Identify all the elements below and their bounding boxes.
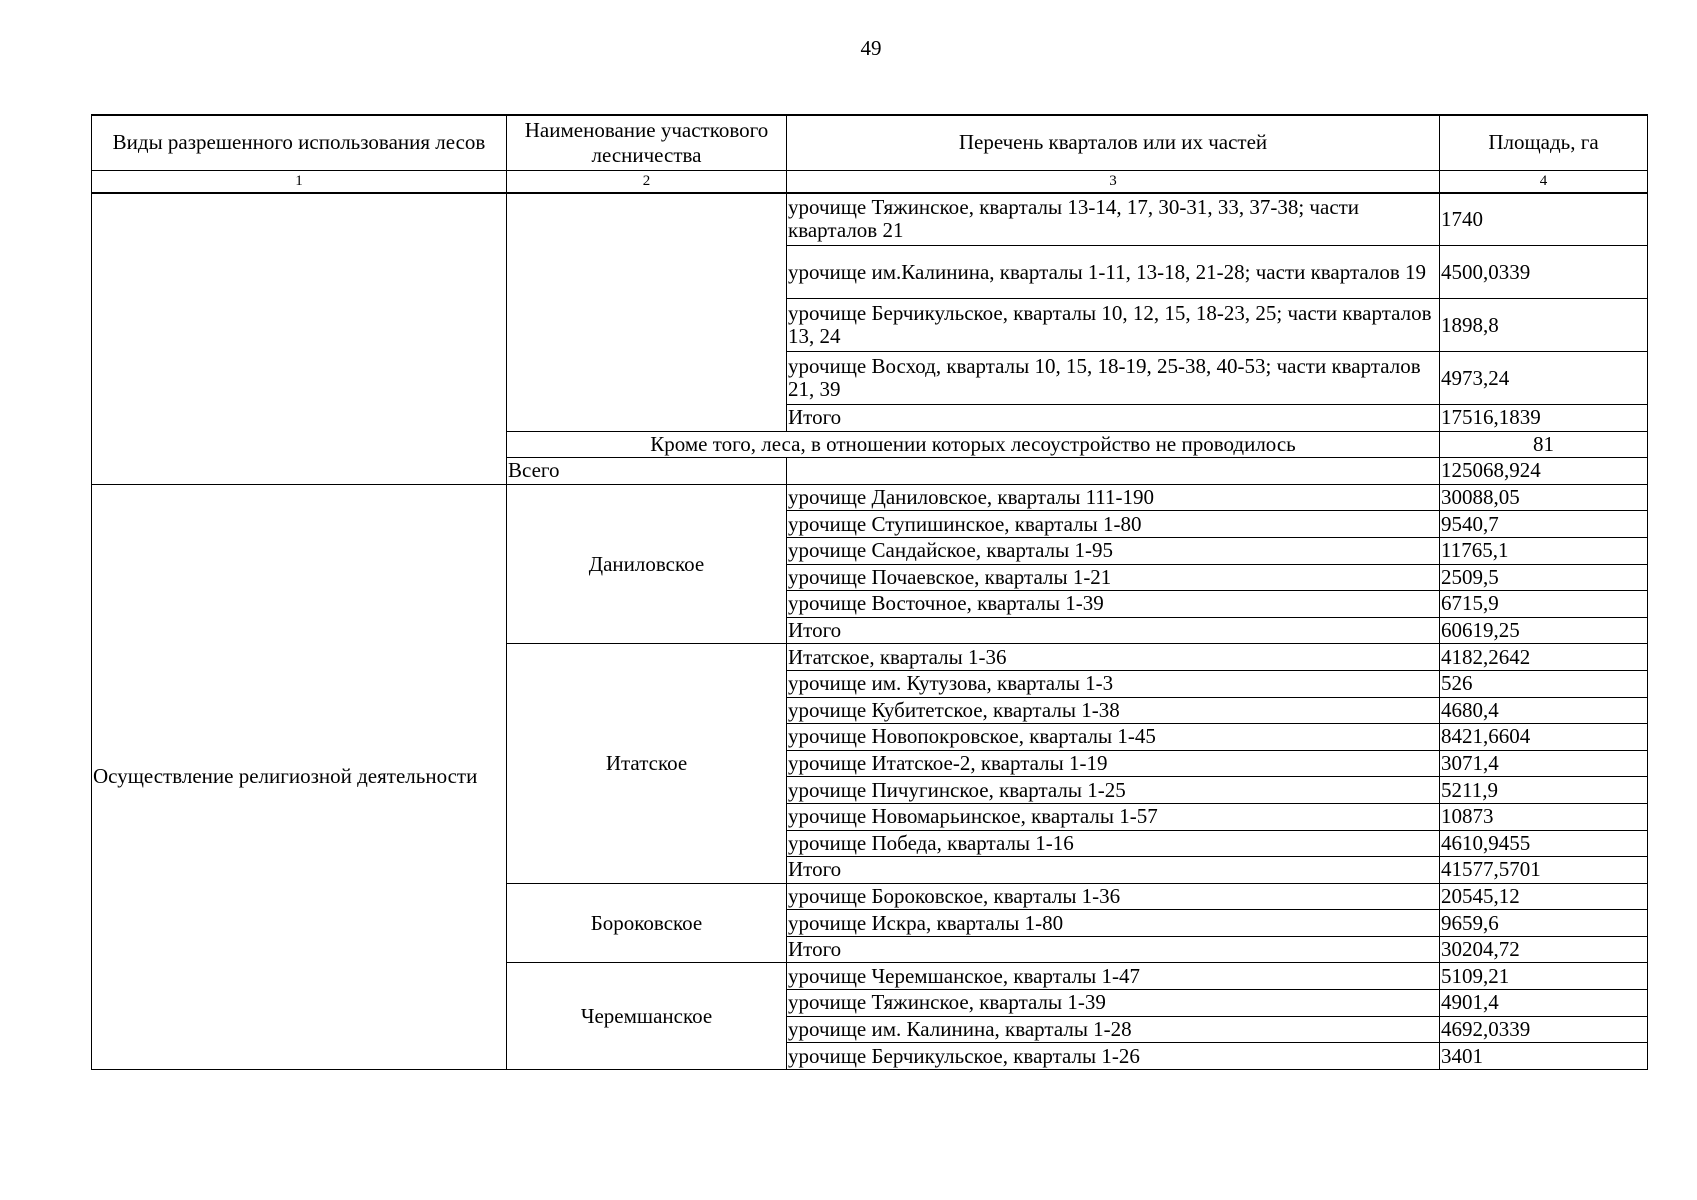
table-row bbox=[92, 193, 1648, 246]
area-cell: 4182,2642 bbox=[1440, 644, 1648, 671]
area-cell: 10873 bbox=[1440, 803, 1648, 830]
header-area: Площадь, га bbox=[1440, 115, 1648, 170]
area-cell: 6715,9 bbox=[1440, 591, 1648, 618]
quarters-cell: урочище Даниловское, кварталы 111-190 bbox=[787, 484, 1440, 511]
area-cell: 9659,6 bbox=[1440, 910, 1648, 937]
forestry-cell: Черемшанское bbox=[507, 963, 787, 1069]
area-cell: 4973,24 bbox=[1440, 352, 1648, 405]
quarters-cell: урочище им. Кутузова, кварталы 1-3 bbox=[787, 670, 1440, 697]
area-cell: 4680,4 bbox=[1440, 697, 1648, 724]
area-cell: 2509,5 bbox=[1440, 564, 1648, 591]
usage-cell: Осуществление религиозной деятельности bbox=[92, 484, 507, 1069]
area-cell: 8421,6604 bbox=[1440, 724, 1648, 751]
header-quarters: Перечень кварталов или их частей bbox=[787, 115, 1440, 170]
subtotal-label: Итого bbox=[787, 617, 1440, 644]
header-forestry: Наименование участкового лесничества bbox=[507, 115, 787, 170]
besides-label: Кроме того, леса, в отношении которых лесоустройство не проводилось bbox=[507, 431, 1440, 458]
subtotal-value: 17516,1839 bbox=[1440, 405, 1648, 432]
subtotal-value: 60619,25 bbox=[1440, 617, 1648, 644]
forestry-cell: Бороковское bbox=[507, 883, 787, 963]
subtotal-label: Итого bbox=[787, 857, 1440, 884]
area-cell: 526 bbox=[1440, 670, 1648, 697]
quarters-cell: урочище Искра, кварталы 1-80 bbox=[787, 910, 1440, 937]
grand-total-value: 125068,924 bbox=[1440, 458, 1648, 485]
area-cell: 30088,05 bbox=[1440, 484, 1648, 511]
quarters-cell: урочище Итатское-2, кварталы 1-19 bbox=[787, 750, 1440, 777]
subtotal-value: 30204,72 bbox=[1440, 936, 1648, 963]
quarters-cell: урочище Новопокровское, кварталы 1-45 bbox=[787, 724, 1440, 751]
area-cell: 4692,0339 bbox=[1440, 1016, 1648, 1043]
quarters-cell: урочище Тяжинское, кварталы 13-14, 17, 30-31, 33, 37-38; части кварталов 21 bbox=[787, 193, 1440, 246]
quarters-cell: урочище Бороковское, кварталы 1-36 bbox=[787, 883, 1440, 910]
area-cell: 3401 bbox=[1440, 1043, 1648, 1070]
quarters-cell: урочище Ступишинское, кварталы 1-80 bbox=[787, 511, 1440, 538]
quarters-cell: урочище Почаевское, кварталы 1-21 bbox=[787, 564, 1440, 591]
area-cell: 4500,0339 bbox=[1440, 246, 1648, 299]
column-number: 1 bbox=[92, 170, 507, 193]
grand-total-empty bbox=[787, 458, 1440, 485]
quarters-cell: урочище Сандайское, кварталы 1-95 bbox=[787, 537, 1440, 564]
forestry-cell-empty bbox=[507, 193, 787, 432]
subtotal-label: Итого bbox=[787, 405, 1440, 432]
header-row bbox=[92, 115, 1648, 170]
area-cell: 4901,4 bbox=[1440, 990, 1648, 1017]
column-number-row bbox=[92, 170, 1648, 193]
page-number: 49 bbox=[860, 36, 882, 60]
column-number: 2 bbox=[507, 170, 787, 193]
area-cell: 3071,4 bbox=[1440, 750, 1648, 777]
usage-cell-empty bbox=[92, 193, 507, 485]
column-number: 3 bbox=[787, 170, 1440, 193]
quarters-cell: урочище Новомарьинское, кварталы 1-57 bbox=[787, 803, 1440, 830]
area-cell: 5211,9 bbox=[1440, 777, 1648, 804]
forestry-cell: Даниловское bbox=[507, 484, 787, 644]
header-usage: Виды разрешенного использования лесов bbox=[92, 115, 507, 170]
quarters-cell: урочище Черемшанское, кварталы 1-47 bbox=[787, 963, 1440, 990]
quarters-cell: урочище Тяжинское, кварталы 1-39 bbox=[787, 990, 1440, 1017]
column-number: 4 bbox=[1440, 170, 1648, 193]
table-row bbox=[92, 484, 1648, 511]
area-cell: 1898,8 bbox=[1440, 299, 1648, 352]
subtotal-value: 41577,5701 bbox=[1440, 857, 1648, 884]
grand-total-label: Всего bbox=[507, 458, 787, 485]
quarters-cell: урочище Берчикульское, кварталы 10, 12, 15, 18-23, 25; части кварталов 13, 24 bbox=[787, 299, 1440, 352]
area-cell: 1740 bbox=[1440, 193, 1648, 246]
quarters-cell: Итатское, кварталы 1-36 bbox=[787, 644, 1440, 671]
quarters-cell: урочище Восточное, кварталы 1-39 bbox=[787, 591, 1440, 618]
area-cell: 20545,12 bbox=[1440, 883, 1648, 910]
quarters-cell: урочище им. Калинина, кварталы 1-28 bbox=[787, 1016, 1440, 1043]
area-cell: 11765,1 bbox=[1440, 537, 1648, 564]
quarters-cell: урочище Восход, кварталы 10, 15, 18-19, 25-38, 40-53; части кварталов 21, 39 bbox=[787, 352, 1440, 405]
quarters-cell: урочище им.Калинина, кварталы 1-11, 13-18, 21-28; части кварталов 19 bbox=[787, 246, 1440, 299]
forestry-cell: Итатское bbox=[507, 644, 787, 883]
area-cell: 4610,9455 bbox=[1440, 830, 1648, 857]
quarters-cell: урочище Пичугинское, кварталы 1-25 bbox=[787, 777, 1440, 804]
quarters-cell: урочище Кубитетское, кварталы 1-38 bbox=[787, 697, 1440, 724]
quarters-cell: урочище Берчикульское, кварталы 1-26 bbox=[787, 1043, 1440, 1070]
area-cell: 9540,7 bbox=[1440, 511, 1648, 538]
forest-use-table bbox=[91, 114, 1648, 1070]
besides-value: 81 bbox=[1440, 431, 1648, 458]
quarters-cell: урочище Победа, кварталы 1-16 bbox=[787, 830, 1440, 857]
area-cell: 5109,21 bbox=[1440, 963, 1648, 990]
subtotal-label: Итого bbox=[787, 936, 1440, 963]
